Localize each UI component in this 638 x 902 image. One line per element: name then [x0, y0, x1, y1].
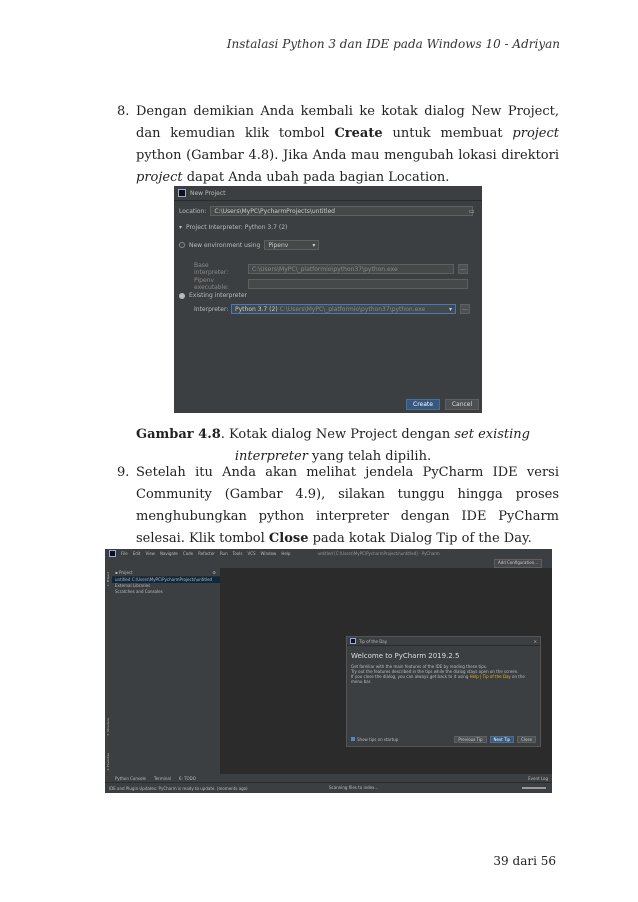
folder-icon: ▪	[115, 569, 118, 575]
item-text: Setelah itu Anda akan melihat jendela PyCharm IDE versi Community (Gambar 4.9), silakan tunggu hingga proses menghubungkan python interpreter dengan IDE PyCharm selesai. Klik tombol Close pada kotak Dialog Tip of the Day.	[136, 465, 559, 546]
previous-tip-button[interactable]: Previous Tip	[454, 736, 486, 743]
pycharm-logo-icon	[350, 638, 356, 644]
new-environment-row: New environment using Pipenv ▾	[179, 240, 319, 250]
cancel-button[interactable]: Cancel	[445, 399, 479, 410]
page-number: 39 dari 56	[493, 854, 556, 868]
browse-button[interactable]: ...	[460, 304, 470, 314]
tip-body: Get familiar with the main features of the IDE by reading these tips. Try out the features described in the tips while the dialog stays open on the screen. If you close the dialog, you can always get back to it using Help | Tip of the Day on the menu bar.	[351, 664, 525, 684]
item-number: 9.	[117, 465, 130, 480]
tip-footer: Show tips on startup Previous Tip Next Tip Close	[351, 735, 536, 743]
env-tool-select[interactable]: Pipenv ▾	[264, 240, 319, 250]
base-interpreter-select[interactable]: C:\Users\MyPC\_platformio\python37\python.exe	[248, 264, 454, 274]
item-text: Dengan demikian Anda kembali ke kotak dialog New Project, dan kemudian klik tombol Create untuk membuat project python (Gambar 4.8). Jika Anda mau mengubah lokasi direktori project dapat Anda ubah pada bagian Location.	[136, 104, 559, 185]
window-title: untitled [C:\Users\MyPC\PycharmProjects\untitled] - PyCharm	[317, 551, 440, 556]
figure-caption-4-8: Gambar 4.8. Kotak dialog New Project dengan set existing interpreter yang telah dipilih.	[135, 427, 530, 464]
interpreter-section[interactable]: ▾ Project Interpreter: Python 3.7 (2)	[179, 224, 288, 231]
chevron-down-icon: ▾	[179, 224, 183, 231]
status-bar	[105, 782, 552, 793]
show-tips-checkbox[interactable]	[351, 737, 355, 741]
close-button[interactable]: Close	[517, 736, 536, 743]
pipenv-row: Pipenv executable:	[194, 277, 468, 291]
dialog-titlebar	[174, 186, 482, 201]
pycharm-logo-icon	[178, 189, 186, 197]
interpreter-row: Interpreter: Python 3.7 (2) C:\Users\MyPC\_platformio\python37\python.exe ▾ ...	[194, 304, 470, 314]
base-interpreter-row: Base interpreter: C:\Users\MyPC\_platformio\python37\python.exe ...	[194, 262, 468, 276]
next-tip-button[interactable]: Next Tip	[490, 736, 515, 743]
chevron-down-icon: ▾	[312, 241, 316, 249]
editor-area	[220, 568, 552, 774]
tool-window-structure[interactable]: 7: Structure	[106, 718, 110, 736]
menu-view[interactable]: View	[145, 551, 155, 556]
menu-window[interactable]: Window	[260, 551, 277, 556]
tree-item[interactable]: Scratches and Consoles	[115, 589, 163, 594]
tree-item[interactable]: External Libraries	[115, 583, 151, 588]
close-icon[interactable]: ✕	[533, 638, 537, 644]
todo-tab[interactable]: 6: TODO	[178, 775, 196, 781]
list-item-9	[117, 462, 559, 550]
menu-edit[interactable]: Edit	[132, 551, 141, 556]
event-log-tab[interactable]: Event Log	[528, 775, 548, 781]
create-button[interactable]: Create	[406, 399, 440, 410]
menu-vcs[interactable]: VCS	[247, 551, 256, 556]
tip-welcome-heading: Welcome to PyCharm 2019.2.5	[351, 652, 460, 660]
existing-radio[interactable]	[179, 293, 185, 299]
chevron-down-icon: ▾	[448, 305, 452, 313]
list-item-8	[117, 101, 559, 189]
gear-icon[interactable]: ⚙	[212, 569, 216, 575]
pycharm-logo-icon	[109, 550, 116, 557]
existing-interpreter-row: Existing interpreter	[179, 292, 247, 299]
tool-window-favorites[interactable]: 2: Favorites	[106, 753, 110, 771]
page-header: Instalasi Python 3 dan IDE pada Windows 10 - Adriyan	[226, 37, 560, 51]
menu-bar	[105, 549, 552, 558]
menu-refactor[interactable]: Refactor	[198, 551, 215, 556]
tip-titlebar: Tip of the Day ✕	[347, 637, 540, 646]
terminal-tab[interactable]: Terminal	[154, 775, 171, 781]
menu-navigate[interactable]: Navigate	[159, 551, 178, 556]
project-panel-header: ▪ Project ⚙	[112, 568, 220, 577]
menu-run[interactable]: Run	[219, 551, 228, 556]
location-row: Location: C:\Users\MyPC\PycharmProjects\untitled ▭	[179, 207, 475, 215]
menu-tools[interactable]: Tools	[232, 551, 243, 556]
pycharm-ide-window	[105, 549, 552, 793]
menu-code[interactable]: Code	[182, 551, 194, 556]
project-panel	[112, 568, 220, 774]
tree-item[interactable]: untitled C:\Users\MyPC\PycharmProjects\untitled	[112, 577, 220, 583]
python-console-tab[interactable]: Python Console	[115, 775, 147, 781]
status-message[interactable]: IDE and Plugin Updates: PyCharm is ready to update. (moments ago)	[109, 785, 248, 791]
new-project-dialog	[174, 186, 482, 413]
new-env-radio[interactable]	[179, 242, 185, 248]
tool-window-project[interactable]: 1: Project	[106, 572, 110, 587]
add-configuration-button[interactable]: Add Configuration...	[494, 559, 542, 568]
dialog-title: New Project	[190, 189, 226, 197]
indexing-progress-text: Scanning files to index...	[329, 785, 379, 790]
menu-file[interactable]: File	[121, 551, 128, 556]
pipenv-input[interactable]	[248, 279, 468, 289]
folder-icon[interactable]: ▭	[469, 207, 475, 215]
interpreter-select[interactable]: Python 3.7 (2) C:\Users\MyPC\_platformio\python37\python.exe ▾	[231, 304, 456, 314]
location-input[interactable]: C:\Users\MyPC\PycharmProjects\untitled	[210, 206, 473, 216]
browse-button[interactable]: ...	[458, 264, 468, 274]
progress-bar	[522, 787, 546, 789]
left-tool-strip	[105, 568, 112, 782]
tip-of-the-day-dialog	[346, 636, 541, 747]
bottom-tool-bar	[105, 774, 552, 782]
menu-help[interactable]: Help	[281, 551, 291, 556]
item-number: 8.	[117, 104, 130, 119]
